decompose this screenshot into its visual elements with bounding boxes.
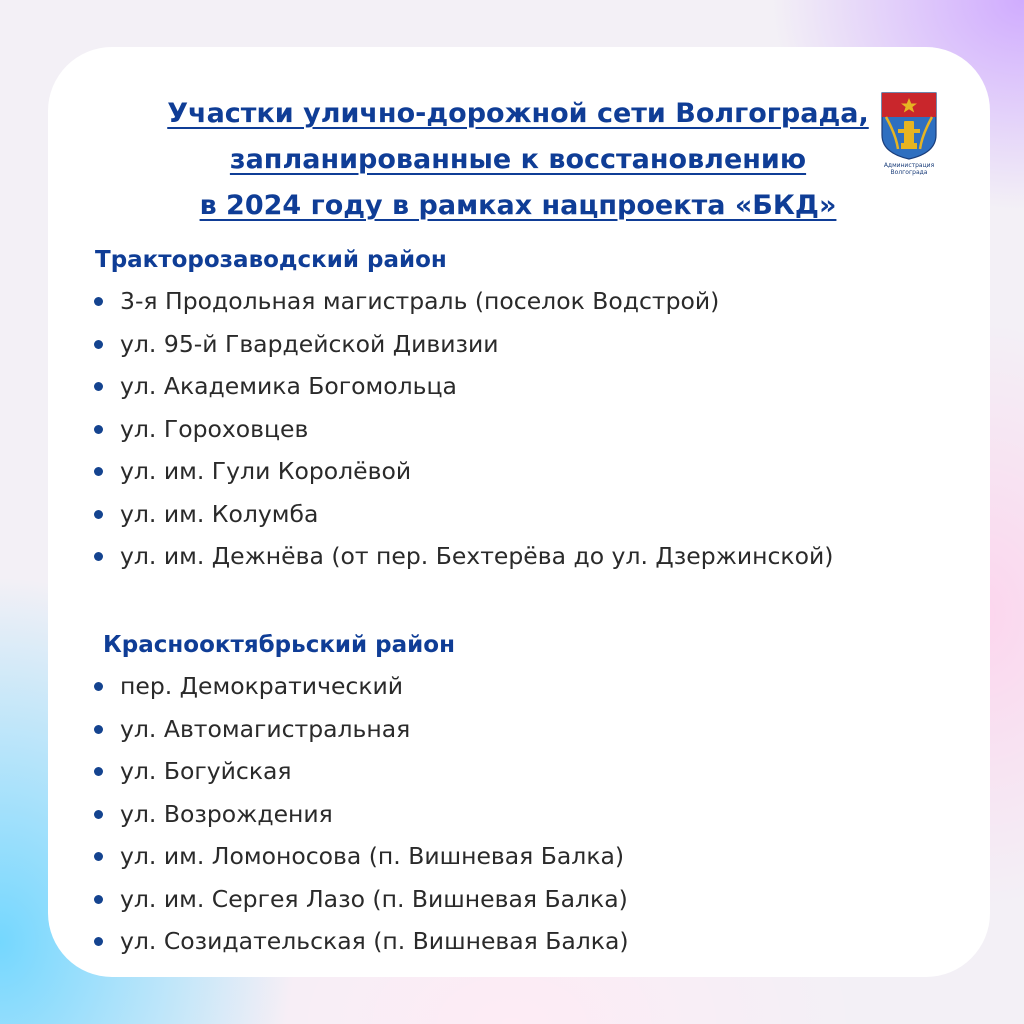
street-name: ул. Гороховцев: [120, 414, 309, 443]
street-name: пер. Демократический: [120, 672, 404, 700]
street-name: ул. Богуйская: [120, 757, 292, 785]
district-section-traktorozavodsky: [48, 240, 948, 578]
list-item: [48, 793, 948, 836]
bullet-icon: [94, 725, 103, 734]
bullet-icon: [94, 895, 103, 904]
city-emblem: [876, 91, 942, 177]
emblem-caption-line-2: Волгограда: [890, 169, 928, 176]
list-item: [48, 750, 948, 793]
bullet-icon: [94, 552, 103, 561]
list-item: [48, 878, 948, 921]
list-item: [48, 535, 948, 578]
bullet-icon: [94, 852, 103, 861]
bullet-icon: [94, 510, 103, 519]
street-name: ул. им. Дежнёва (от пер. Бехтерёва до ул. Дзержинской): [120, 542, 834, 570]
bullet-icon: [94, 937, 103, 946]
list-item: [48, 708, 948, 751]
street-list: [48, 280, 948, 578]
bullet-icon: [94, 425, 103, 434]
info-card: [48, 47, 990, 977]
page-title: [48, 91, 988, 229]
list-item: [48, 280, 948, 323]
emblem-caption: [876, 162, 942, 176]
district-heading: Краснооктябрьский район: [103, 632, 455, 658]
emblem-caption-line-1: Администрация: [883, 162, 935, 169]
title-line-3: в 2024 году в рамках нацпроекта «БКД»: [199, 190, 837, 221]
street-list: [48, 665, 948, 963]
district-heading: Тракторозаводский район: [95, 247, 447, 273]
street-name: ул. им. Колумба: [120, 499, 319, 528]
district-section-krasnooktyabrsky: [48, 625, 948, 963]
list-item: [48, 493, 948, 536]
street-name: ул. Автомагистральная: [120, 714, 411, 743]
street-name: ул. 95-й Гвардейской Дивизии: [120, 329, 499, 358]
street-name: 3-я Продольная магистраль (поселок Водстрой): [120, 287, 720, 315]
list-item: [48, 920, 948, 963]
street-name: ул. им. Гули Королёвой: [120, 457, 412, 485]
street-name: ул. Созидательская (п. Вишневая Балка): [120, 927, 629, 955]
bullet-icon: [94, 682, 103, 691]
bullet-icon: [94, 810, 103, 819]
list-item: [48, 665, 948, 708]
street-name: ул. Возрождения: [120, 799, 333, 828]
bullet-icon: [94, 767, 103, 776]
street-name: ул. Академика Богомольца: [120, 372, 457, 400]
street-name: ул. им. Ломоносова (п. Вишневая Балка): [120, 842, 625, 870]
bullet-icon: [94, 467, 103, 476]
list-item: [48, 365, 948, 408]
bullet-icon: [94, 382, 103, 391]
coat-of-arms-icon: [876, 91, 942, 161]
list-item: [48, 408, 948, 451]
list-item: [48, 323, 948, 366]
street-name: ул. им. Сергея Лазо (п. Вишневая Балка): [120, 884, 628, 913]
bullet-icon: [94, 297, 103, 306]
bullet-icon: [94, 340, 103, 349]
list-item: [48, 835, 948, 878]
title-line-1: Участки улично-дорожной сети Волгограда,: [167, 98, 869, 129]
title-line-2: запланированные к восстановлению: [229, 144, 807, 175]
list-item: [48, 450, 948, 493]
